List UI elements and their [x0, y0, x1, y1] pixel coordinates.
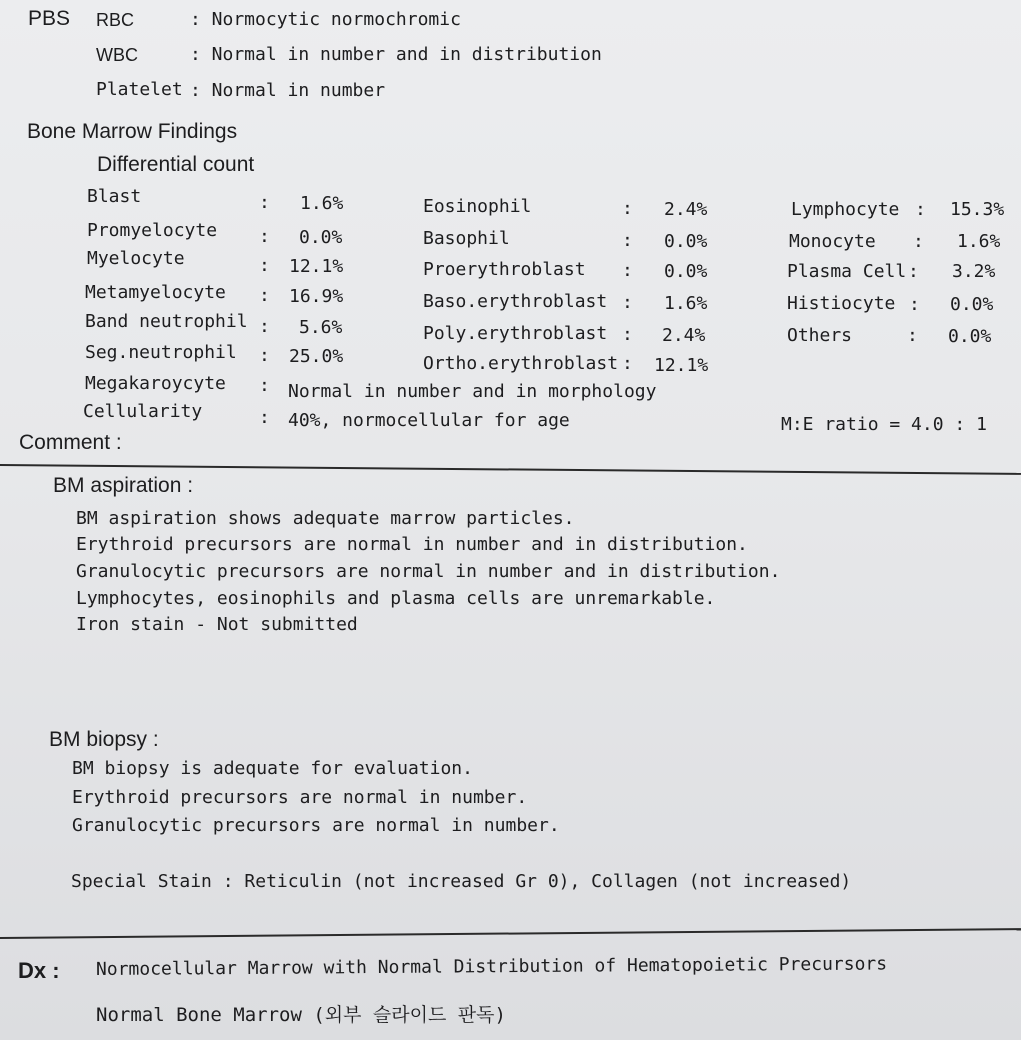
bm-biopsy-heading: BM biopsy : [49, 728, 159, 751]
diff-value: 16.9% [289, 286, 344, 307]
diff-value: 1.6% [300, 193, 344, 214]
biopsy-line: Granulocytic precursors are normal in number. [72, 815, 560, 836]
cellularity-label: Cellularity [83, 401, 203, 422]
diff-sep: : [622, 230, 633, 251]
wbc-label: WBC [96, 45, 138, 65]
aspiration-line: Granulocytic precursors are normal in number and in distribution. [76, 561, 781, 582]
diff-value: 2.4% [662, 325, 706, 346]
diff-sep: : [259, 226, 270, 247]
diff-sep: : [622, 353, 633, 374]
rbc-label: RBC [96, 10, 135, 30]
diff-sep: : [622, 260, 633, 281]
diff-sep: : [622, 324, 633, 345]
diff-sep: : [259, 192, 270, 213]
diff-label: Seg.neutrophil [85, 342, 237, 363]
diff-value: 0.0% [664, 261, 708, 282]
diff-label: Others [787, 325, 853, 346]
diff-sep: : [915, 199, 926, 220]
platelet-label: Platelet [96, 79, 183, 100]
megakaryocyte-sep: : [259, 375, 270, 396]
diff-sep: : [622, 198, 633, 219]
diff-label: Monocyte [789, 231, 876, 252]
diff-label: Promyelocyte [87, 220, 218, 241]
diff-sep: : [259, 255, 270, 276]
diff-value: 12.1% [289, 256, 344, 277]
aspiration-line: Iron stain - Not submitted [76, 614, 358, 635]
diff-label: Lymphocyte [791, 199, 900, 220]
special-stain: Special Stain : Reticulin (not increased Gr 0), Collagen (not increased) [71, 871, 852, 892]
diff-value: 15.3% [950, 199, 1005, 220]
megakaryocyte-value: Normal in number and in morphology [288, 381, 657, 402]
dx-line-1: Normocellular Marrow with Normal Distribution of Hematopoietic Precursors [95, 953, 888, 980]
diff-label: Basophil [423, 228, 510, 249]
diff-value: 1.6% [664, 293, 708, 314]
diff-label: Myelocyte [87, 248, 185, 269]
dx-label: Dx : [18, 958, 60, 983]
diff-value: 0.0% [299, 227, 343, 248]
diff-sep: : [259, 285, 270, 306]
platelet-value: : Normal in number [190, 80, 386, 101]
diff-label: Plasma Cell [787, 261, 907, 282]
aspiration-line: Erythroid precursors are normal in number and in distribution. [76, 534, 748, 555]
diff-label: Band neutrophil [85, 311, 248, 332]
diff-label: Proerythroblast [423, 259, 586, 280]
biopsy-line: Erythroid precursors are normal in number. [72, 787, 528, 808]
diff-label: Baso.erythroblast [423, 291, 608, 312]
diff-value: 12.1% [654, 355, 709, 376]
bm-aspiration-heading: BM aspiration : [53, 474, 194, 497]
dx-divider [0, 928, 1021, 939]
me-ratio: M:E ratio = 4.0 : 1 [781, 414, 987, 435]
diff-label: Histiocyte [787, 293, 896, 314]
diff-sep: : [907, 325, 918, 346]
megakaryocyte-label: Megakaroycyte [85, 373, 226, 394]
diff-sep: : [259, 345, 270, 366]
diff-value: 3.2% [952, 261, 996, 282]
diff-label: Metamyelocyte [85, 282, 226, 303]
cellularity-sep: : [259, 407, 270, 428]
diff-value: 1.6% [957, 231, 1001, 252]
diff-label: Blast [87, 186, 142, 207]
biopsy-line: BM biopsy is adequate for evaluation. [72, 758, 473, 779]
dx-line-2: Normal Bone Marrow (외부 슬라이드 판독) [96, 1004, 506, 1026]
cellularity-value: 40%, normocellular for age [288, 410, 570, 431]
comment-heading: Comment : [19, 431, 122, 454]
diff-sep: : [913, 231, 924, 252]
diff-value: 25.0% [289, 346, 344, 367]
diff-sep: : [908, 261, 919, 282]
aspiration-line: Lymphocytes, eosinophils and plasma cells are unremarkable. [76, 588, 716, 609]
diff-value: 2.4% [664, 199, 708, 220]
rbc-value: : Normocytic normochromic [190, 9, 461, 30]
diff-label: Eosinophil [423, 196, 532, 217]
aspiration-line: BM aspiration shows adequate marrow particles. [76, 508, 575, 529]
differential-count-heading: Differential count [97, 153, 255, 176]
diff-sep: : [909, 294, 920, 315]
diff-value: 0.0% [950, 294, 994, 315]
diff-sep: : [259, 316, 270, 337]
diff-value: 5.6% [299, 317, 343, 338]
wbc-value: : Normal in number and in distribution [190, 44, 602, 65]
pbs-heading: PBS [28, 7, 71, 30]
diff-label: Poly.erythroblast [423, 323, 608, 344]
bm-findings-heading: Bone Marrow Findings [27, 120, 238, 143]
diff-value: 0.0% [664, 231, 708, 252]
diff-sep: : [622, 292, 633, 313]
diff-value: 0.0% [948, 326, 992, 347]
diff-label: Ortho.erythroblast [423, 353, 619, 374]
